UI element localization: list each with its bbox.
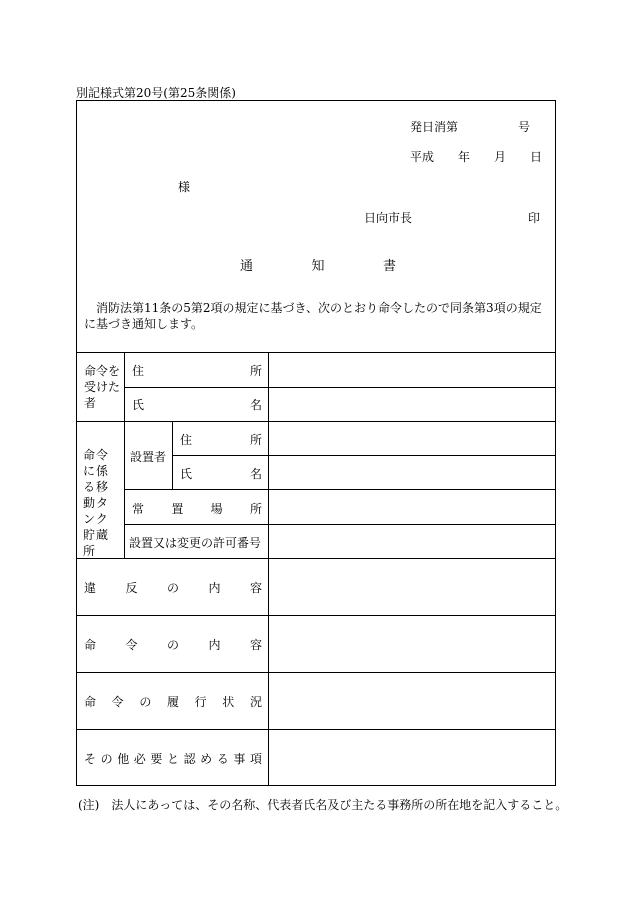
recipient-group-label: 命令を受けた者 xyxy=(84,364,121,410)
order-content-label: 命 令 の 内 容 xyxy=(84,637,262,652)
installer-address-field[interactable] xyxy=(269,422,555,455)
order-status-label: 命 令 の 履 行 状 況 xyxy=(84,694,262,709)
installer-name-label: 氏 名 xyxy=(180,466,262,481)
recipient-name-label: 氏 名 xyxy=(132,397,262,412)
title-char: 書 xyxy=(382,258,396,274)
issue-date: 平成 年 月 日 xyxy=(410,150,543,164)
title-char: 知 xyxy=(311,258,325,274)
issuer-name: 日向市長 xyxy=(364,211,413,225)
violation-label: 違 反 の 内 容 xyxy=(84,580,262,595)
form-label: 別記様式第20号(第25条関係) xyxy=(76,86,236,100)
seal-mark: 印 xyxy=(528,211,541,225)
permit-number-label: 設置又は変更の許可番号 xyxy=(129,536,262,550)
installer-name-field[interactable] xyxy=(269,456,555,489)
title-char: 通 xyxy=(240,258,254,274)
other-matters-field[interactable] xyxy=(269,730,555,785)
col-line xyxy=(172,421,173,489)
addressee-suffix: 様 xyxy=(178,180,191,194)
recipient-address-label: 住 所 xyxy=(132,363,262,378)
document-title xyxy=(240,256,396,272)
col-line xyxy=(124,352,125,558)
installer-label: 設置者 xyxy=(130,450,167,464)
order-status-field[interactable] xyxy=(269,673,555,729)
body-text: 消防法第11条の5第2項の規定に基づき、次のとおり命令したので同条第3項の規定に基づき通知します。 xyxy=(84,301,542,331)
recipient-address-field[interactable] xyxy=(269,353,555,387)
tank-group-label: 命令に係る移動タンク貯蔵所 xyxy=(83,448,110,558)
order-content-field[interactable] xyxy=(269,616,555,672)
regular-location-label: 常 置 場 所 xyxy=(132,501,262,516)
regular-location-field[interactable] xyxy=(269,490,555,524)
issue-number: 発日消第 号 xyxy=(410,120,531,134)
footnote: (注) 法人にあっては、その名称、代表者氏名及び主たる事務所の所在地を記入すること。 xyxy=(78,798,568,812)
installer-address-label: 住 所 xyxy=(180,432,262,447)
recipient-name-field[interactable] xyxy=(269,388,555,421)
permit-number-field[interactable] xyxy=(269,525,555,558)
other-matters-label: そ の 他 必 要 と 認 め る 事 項 xyxy=(84,751,262,766)
violation-field[interactable] xyxy=(269,559,555,615)
